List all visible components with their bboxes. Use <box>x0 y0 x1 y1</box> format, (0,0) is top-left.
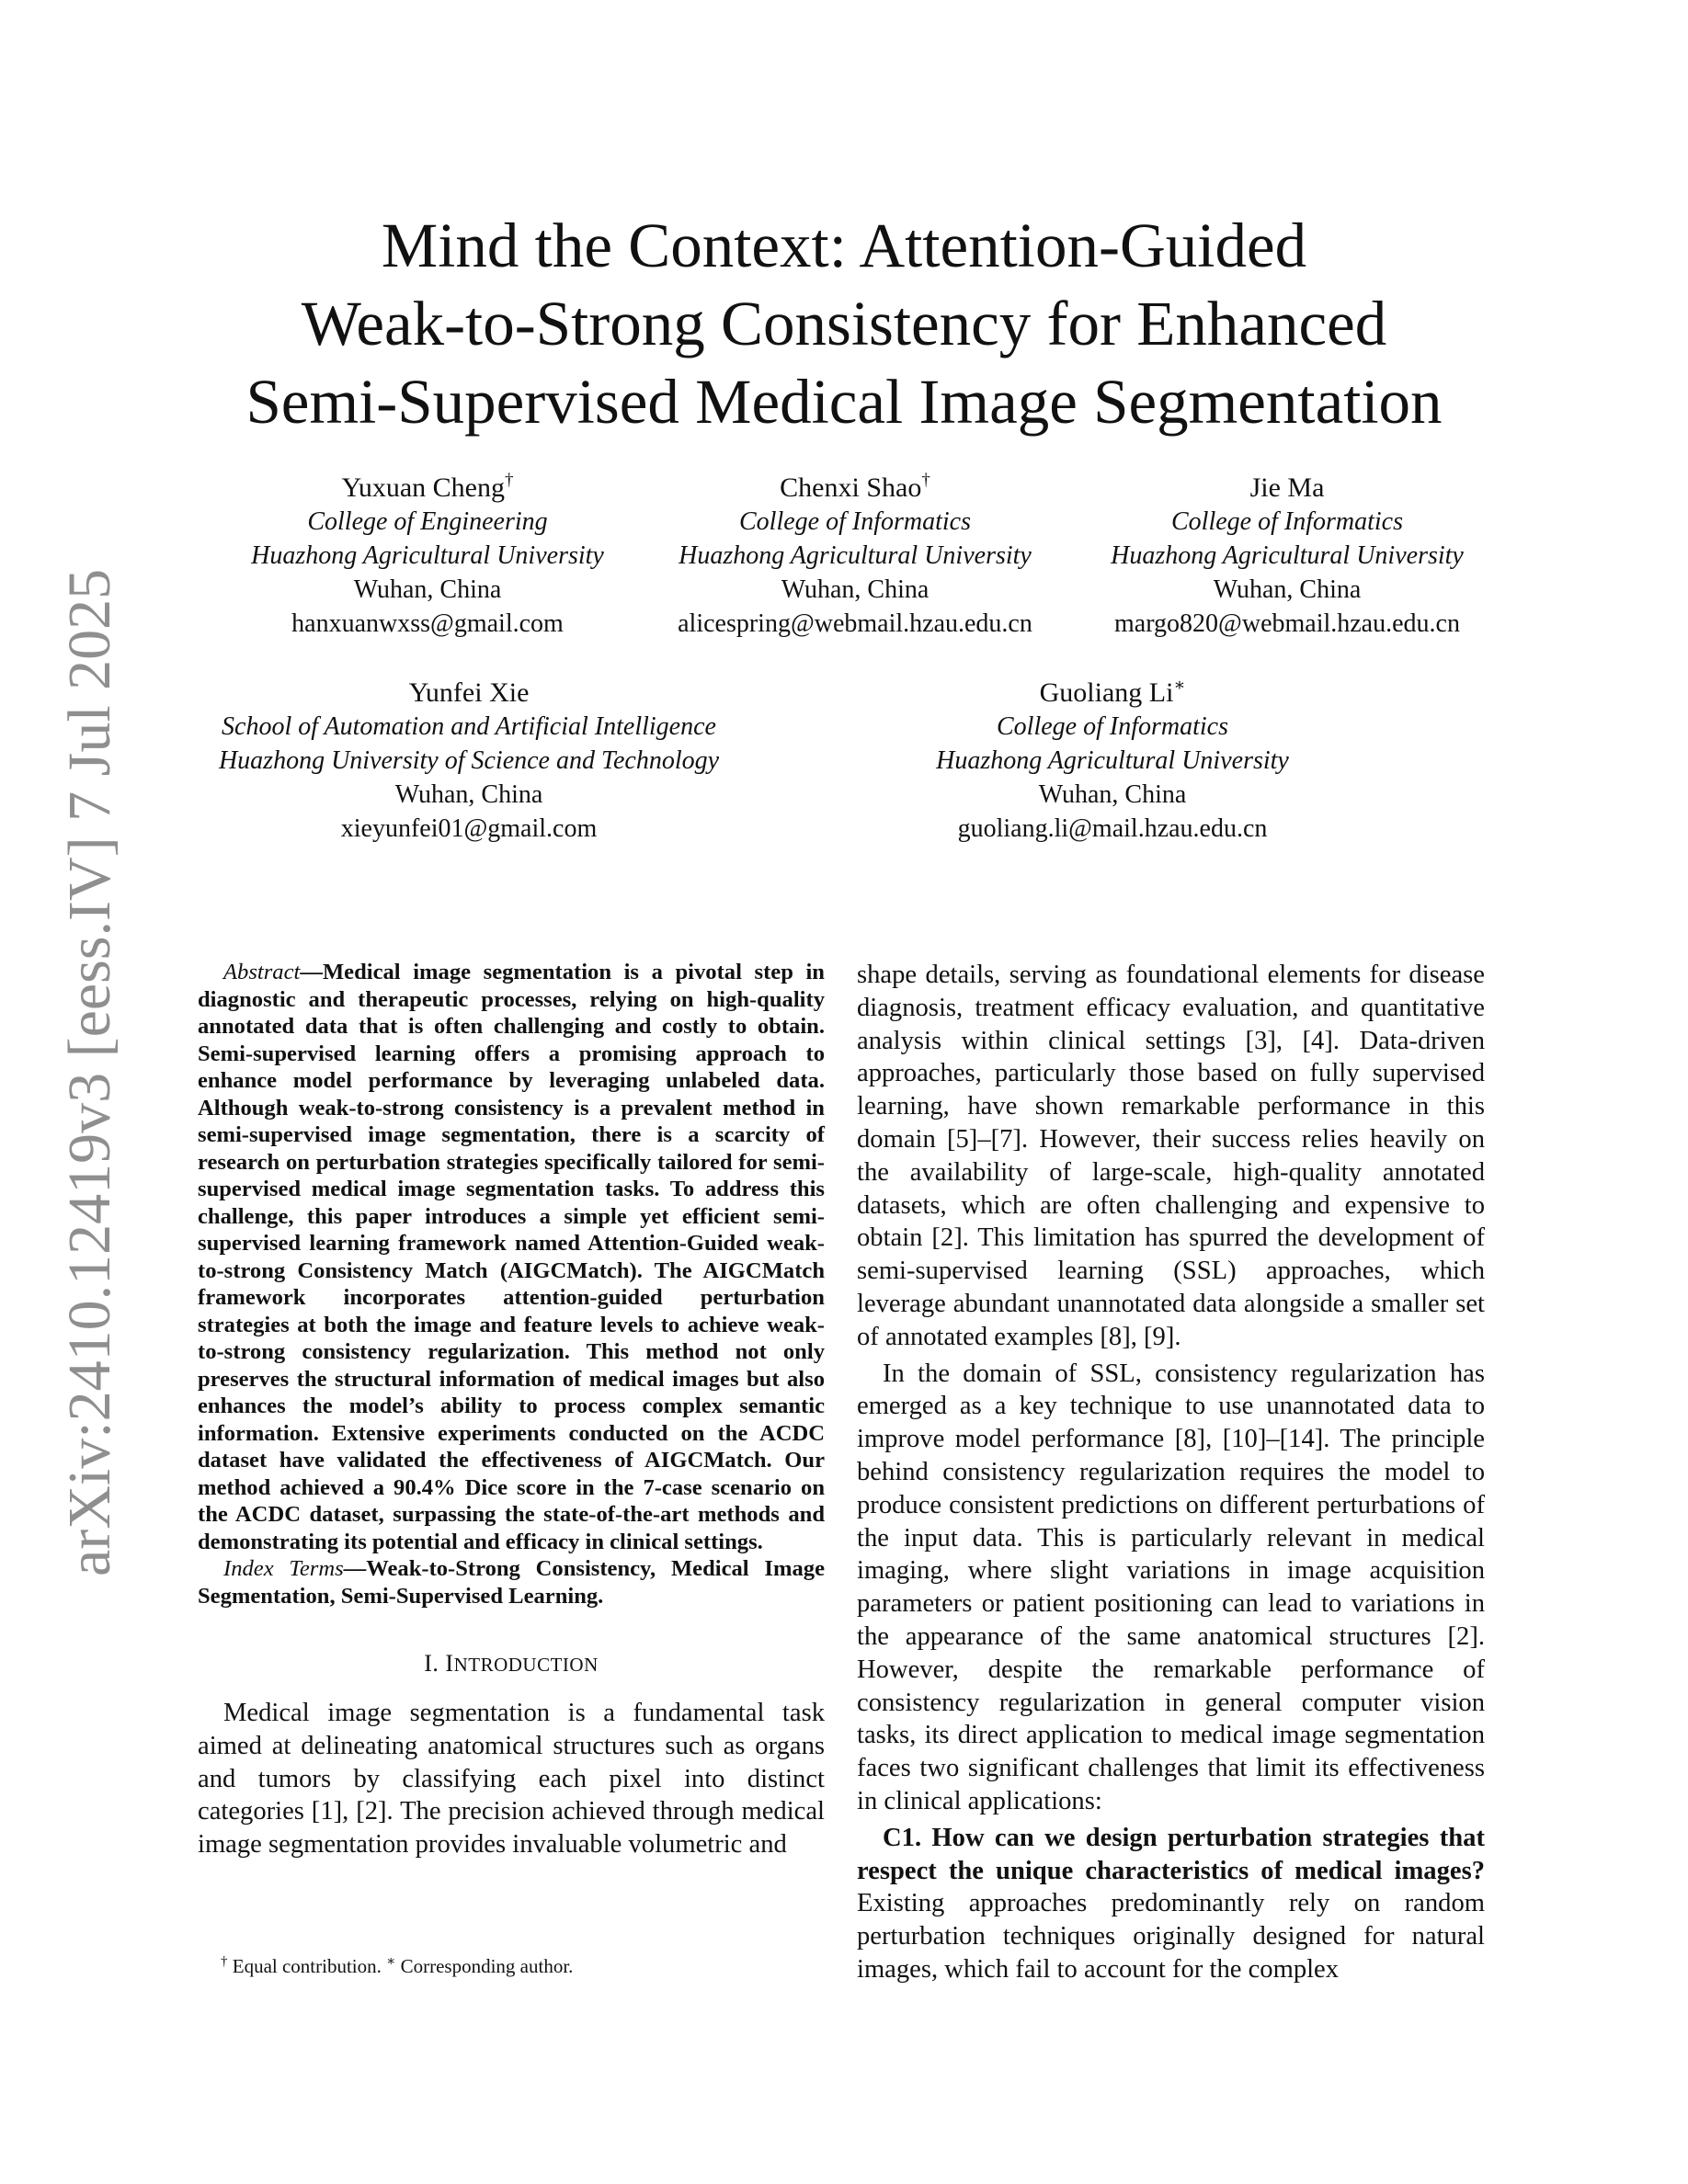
author-card <box>216 471 639 641</box>
author-card <box>644 471 1066 641</box>
author-city: Wuhan, China <box>1213 575 1362 604</box>
author-name: Yuxuan Cheng <box>341 472 505 503</box>
author-department: College of Informatics <box>1171 507 1403 536</box>
author-name: Chenxi Shao <box>780 472 922 503</box>
footnote-star: ∗ <box>386 1954 396 1969</box>
author-city: Wuhan, China <box>353 575 502 604</box>
intro-text-left <box>198 1697 825 1861</box>
author-city: Wuhan, China <box>394 780 543 809</box>
footnote-dagger: † <box>221 1954 228 1969</box>
author-email: hanxuanwxss@gmail.com <box>291 609 564 638</box>
author-institution: Huazhong University of Science and Technology <box>218 746 720 775</box>
section-heading <box>198 1648 825 1680</box>
footnote-text: Equal contribution. <box>227 1955 387 1977</box>
title-line: Mind the Context: Attention-Guided <box>381 210 1307 280</box>
author-mark: † <box>921 471 930 490</box>
left-column <box>198 959 825 1865</box>
index-terms-text: —Weak-to-Strong Consistency, Medical Image Segmentation, Semi-Supervised Learning. <box>198 1556 825 1609</box>
author-card <box>1071 471 1503 641</box>
author-card <box>184 676 754 846</box>
author-institution: Huazhong Agricultural University <box>936 746 1289 775</box>
right-column <box>857 959 1485 1990</box>
abstract <box>198 959 825 1610</box>
paragraph <box>857 1822 1485 1986</box>
paragraph: shape details, serving as foundational elements for disease diagnosis, treatment efficacy evaluation, and quantitative analysis within clinical settings [3], [4]. Data-driven approaches, particularly those based on fully supervised learning, have shown remarkable performance in this domain [5]–[7]. However, their success relies heavily on the availability of large-scale, high-quality annotated datasets, which are often challenging and expensive to obtain [2]. This limitation has spurred the development of semi-supervised learning (SSL) approaches, which leverage abundant unannotated data alongside a smaller set of annotated examples [8], [9]. <box>857 961 1485 1351</box>
paragraph: In the domain of SSL, consistency regularization has emerged as a key technique to use unannotated data to improve model performance [8], [10]–[14]. The principle behind consistency regularization requires the model to produce consistent predictions on different perturbations of the input data. This is particularly relevant in medical imaging, where slight variations in image acquisition parameters or patient positioning can lead to variations in the appearance of the same anatomical structures [2]. However, despite the remarkable performance of consistency regularization in general computer vision tasks, its direct application to medical image segmentation faces two significant challenges that limit its effectiveness in clinical applications: <box>857 1359 1485 1815</box>
author-city: Wuhan, China <box>781 575 930 604</box>
author-mark: † <box>504 471 514 490</box>
abstract-text: —Medical image segmentation is a pivotal step in diagnostic and therapeutic processes, relying on high-quality annotated data that is often challenging and costly to obtain. Semi-supervised learning offers a promising approach to enhance model performance by leveraging unlabeled data. Although weak-to-strong consistency is a prevalent method in semi-supervised image segmentation, there is a scarcity of research on perturbation strategies specifically tailored for semi-supervised medical image segmentation tasks. To address this challenge, this paper introduces a simple yet efficient semi-supervised learning framework named Attention-Guided weak-to-strong Consistency Match (AIGCMatch). The AIGCMatch framework incorporates attention-guided perturbation strategies at both the image and feature levels to achieve weak-to-strong consistency regularization. This method not only preserves the structural information of medical images but also enhances the model’s ability to process complex semantic information. Extensive experiments conducted on the ACDC dataset have validated the effectiveness of AIGCMatch. Our method achieved a 90.4% Dice score in the 7-case scenario on the ACDC dataset, surpassing the state-of-the-art methods and demonstrating its potential and efficacy in clinical settings. <box>198 960 825 1554</box>
author-department: College of Informatics <box>997 712 1228 741</box>
author-department: College of Informatics <box>739 507 971 536</box>
paragraph: Medical image segmentation is a fundamental task aimed at delineating anatomical structures such as organs and tumors by classifying each pixel into distinct categories [1], [2]. The precision achieved through medical image segmentation provides invaluable volumetric and <box>198 1699 825 1860</box>
author-email: alicespring@webmail.hzau.edu.cn <box>678 609 1032 638</box>
author-email: guoliang.li@mail.hzau.edu.cn <box>957 814 1268 843</box>
index-terms-label: Index Terms <box>223 1556 344 1581</box>
author-department: School of Automation and Artificial Intelligence <box>222 712 716 741</box>
author-email: margo820@webmail.hzau.edu.cn <box>1114 609 1460 638</box>
author-email: xieyunfei01@gmail.com <box>340 814 598 843</box>
author-name: Jie Ma <box>1249 472 1325 503</box>
author-name: Guoliang Li <box>1039 677 1174 708</box>
section-title-initial: I <box>445 1650 454 1677</box>
section-number: I. <box>424 1650 439 1677</box>
section-title-rest: NTRODUCTION <box>453 1654 599 1676</box>
arxiv-identifier: arXiv:2410.12419v3 [eess.IV] 7 Jul 2025 <box>56 568 123 1576</box>
title-line: Weak-to-Strong Consistency for Enhanced <box>301 289 1387 358</box>
author-name: Yunfei Xie <box>408 677 530 708</box>
title-line: Semi-Supervised Medical Image Segmentation <box>245 367 1443 437</box>
author-mark: ∗ <box>1173 676 1186 695</box>
abstract-label: Abstract <box>223 960 301 984</box>
author-card <box>873 676 1352 846</box>
challenge-text: Existing approaches predominantly rely on random perturbation techniques originally designed for natural images, which fail to account for the complex <box>857 1889 1485 1984</box>
author-institution: Huazhong Agricultural University <box>679 541 1032 570</box>
author-institution: Huazhong Agricultural University <box>1111 541 1464 570</box>
footnote-text: Corresponding author. <box>395 1955 574 1977</box>
author-institution: Huazhong Agricultural University <box>251 541 604 570</box>
author-city: Wuhan, China <box>1038 780 1187 809</box>
paper-title <box>184 207 1504 441</box>
author-department: College of Engineering <box>307 507 548 536</box>
footnote <box>221 1953 573 1979</box>
challenge-heading: C1. How can we design perturbation strategies that respect the unique characteristics of medical images? <box>857 1823 1485 1885</box>
